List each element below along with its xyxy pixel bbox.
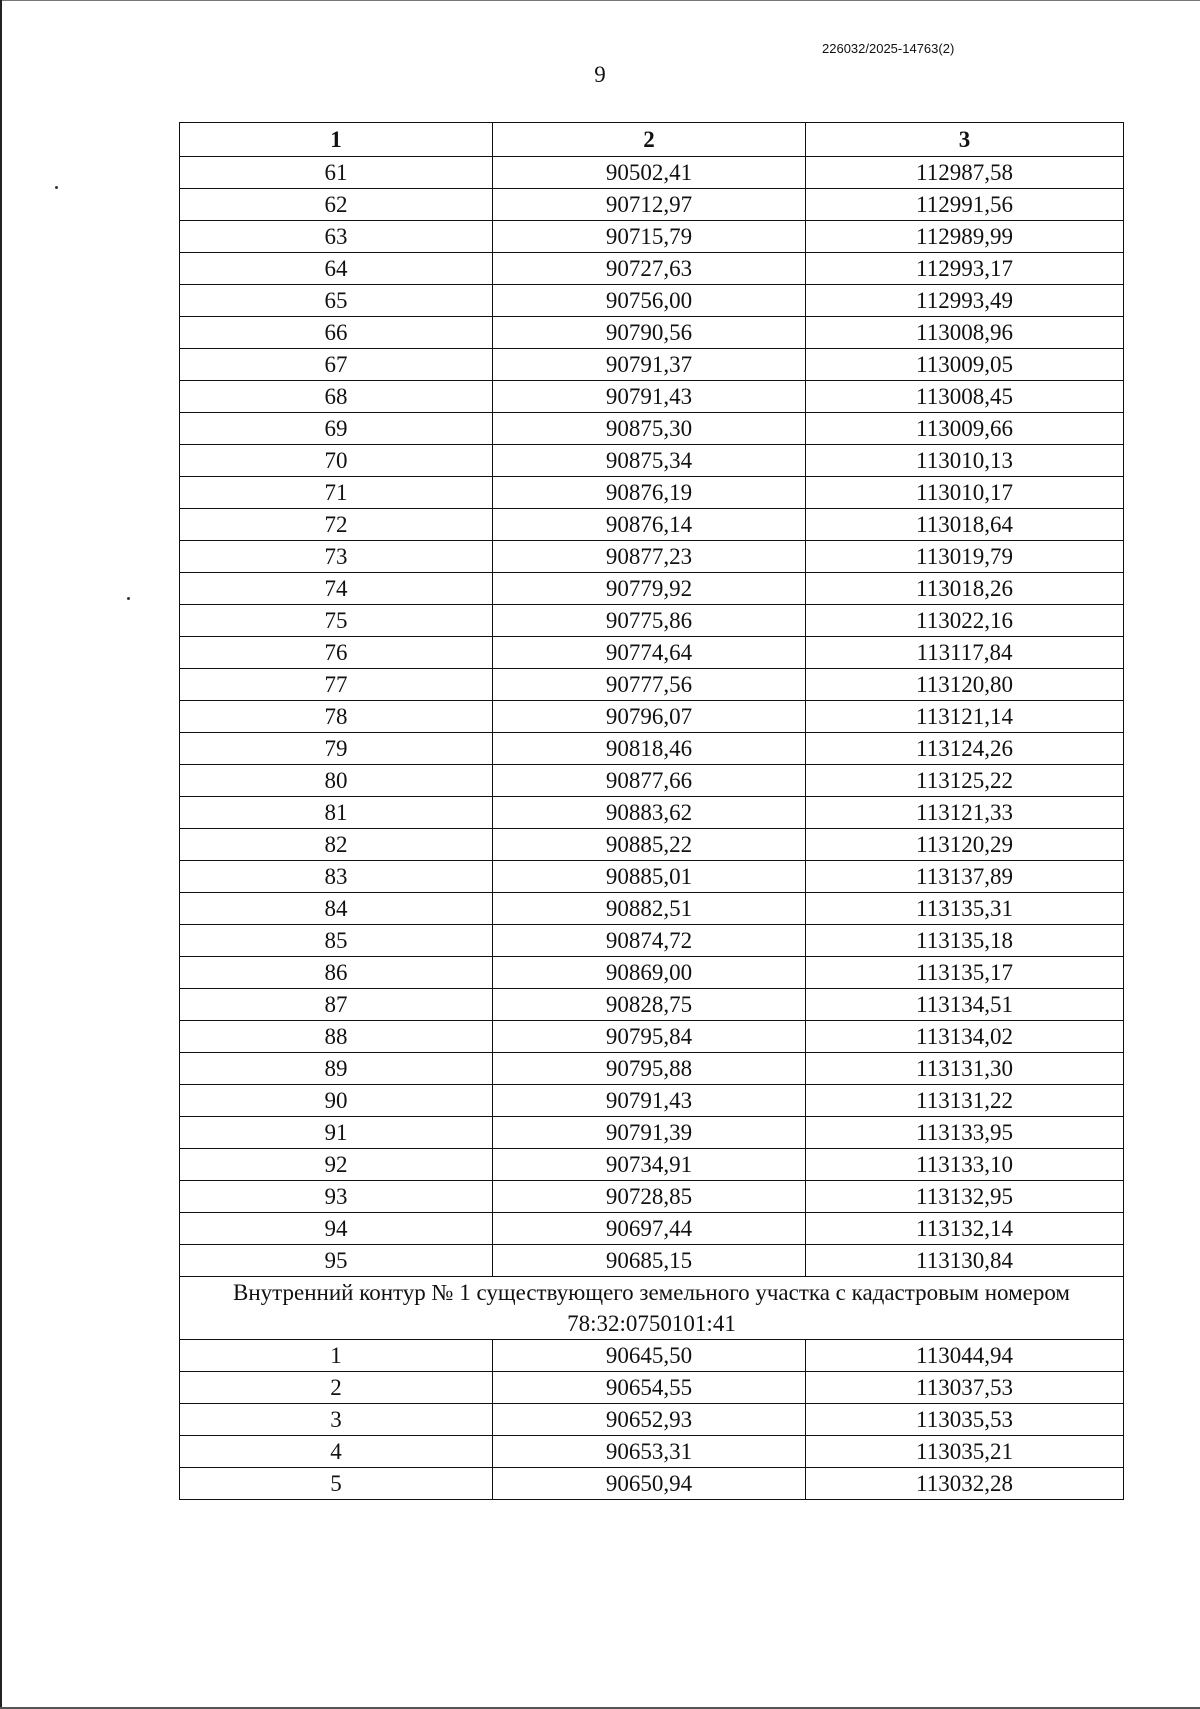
y-coordinate-cell: 113133,10 — [806, 1149, 1124, 1181]
point-number-cell: 91 — [180, 1117, 493, 1149]
point-number-cell: 84 — [180, 893, 493, 925]
table-row — [180, 413, 1124, 445]
x-coordinate-cell: 90756,00 — [493, 285, 806, 317]
x-coordinate-cell: 90795,84 — [493, 1021, 806, 1053]
x-coordinate-cell: 90697,44 — [493, 1213, 806, 1245]
table-row — [180, 637, 1124, 669]
table-row — [180, 861, 1124, 893]
x-coordinate-cell: 90728,85 — [493, 1181, 806, 1213]
y-coordinate-cell: 113135,18 — [806, 925, 1124, 957]
point-number-cell: 70 — [180, 445, 493, 477]
section-title: Внутренний контур № 1 существующего земельного участка с кадастровым номером 78:32:0750101:41 — [180, 1277, 1124, 1340]
table-row — [180, 541, 1124, 573]
x-coordinate-cell: 90777,56 — [493, 669, 806, 701]
header-cell: 3 — [806, 123, 1124, 157]
y-coordinate-cell: 113018,64 — [806, 509, 1124, 541]
point-number-cell: 82 — [180, 829, 493, 861]
x-coordinate-cell: 90652,93 — [493, 1404, 806, 1436]
page-number: 9 — [594, 62, 606, 87]
table-row — [180, 285, 1124, 317]
x-coordinate-cell: 90885,01 — [493, 861, 806, 893]
table-row — [180, 893, 1124, 925]
table-row — [180, 189, 1124, 221]
y-coordinate-cell: 113009,05 — [806, 349, 1124, 381]
point-number-cell: 61 — [180, 157, 493, 189]
point-number-cell: 77 — [180, 669, 493, 701]
point-number-cell: 3 — [180, 1404, 493, 1436]
table-row — [180, 445, 1124, 477]
x-coordinate-cell: 90502,41 — [493, 157, 806, 189]
point-number-cell: 90 — [180, 1085, 493, 1117]
x-coordinate-cell: 90727,63 — [493, 253, 806, 285]
y-coordinate-cell: 113035,53 — [806, 1404, 1124, 1436]
y-coordinate-cell: 113132,14 — [806, 1213, 1124, 1245]
x-coordinate-cell: 90715,79 — [493, 221, 806, 253]
x-coordinate-cell: 90875,30 — [493, 413, 806, 445]
table-row — [180, 669, 1124, 701]
table-row — [180, 957, 1124, 989]
table-row — [180, 765, 1124, 797]
table-row — [180, 1213, 1124, 1245]
point-number-cell: 72 — [180, 509, 493, 541]
table-row — [180, 381, 1124, 413]
point-number-cell: 92 — [180, 1149, 493, 1181]
x-coordinate-cell: 90818,46 — [493, 733, 806, 765]
x-coordinate-cell: 90796,07 — [493, 701, 806, 733]
point-number-cell: 65 — [180, 285, 493, 317]
scan-top-edge — [0, 0, 1200, 1]
point-number-cell: 86 — [180, 957, 493, 989]
point-number-cell: 1 — [180, 1340, 493, 1372]
point-number-cell: 78 — [180, 701, 493, 733]
point-number-cell: 71 — [180, 477, 493, 509]
table-row — [180, 477, 1124, 509]
x-coordinate-cell: 90874,72 — [493, 925, 806, 957]
y-coordinate-cell: 113135,31 — [806, 893, 1124, 925]
x-coordinate-cell: 90775,86 — [493, 605, 806, 637]
y-coordinate-cell: 113019,79 — [806, 541, 1124, 573]
table-header-row — [180, 123, 1124, 157]
x-coordinate-cell: 90869,00 — [493, 957, 806, 989]
table-row — [180, 1053, 1124, 1085]
x-coordinate-cell: 90876,19 — [493, 477, 806, 509]
y-coordinate-cell: 113032,28 — [806, 1468, 1124, 1500]
x-coordinate-cell: 90828,75 — [493, 989, 806, 1021]
x-coordinate-cell: 90795,88 — [493, 1053, 806, 1085]
x-coordinate-cell: 90779,92 — [493, 573, 806, 605]
point-number-cell: 67 — [180, 349, 493, 381]
table-row — [180, 573, 1124, 605]
y-coordinate-cell: 113022,16 — [806, 605, 1124, 637]
table-row — [180, 349, 1124, 381]
point-number-cell: 81 — [180, 797, 493, 829]
x-coordinate-cell: 90883,62 — [493, 797, 806, 829]
table-row — [180, 1149, 1124, 1181]
point-number-cell: 89 — [180, 1053, 493, 1085]
point-number-cell: 4 — [180, 1436, 493, 1468]
table-row — [180, 925, 1124, 957]
section-row — [180, 1277, 1124, 1340]
scan-speck — [127, 597, 130, 600]
table-row — [180, 733, 1124, 765]
x-coordinate-cell: 90877,23 — [493, 541, 806, 573]
y-coordinate-cell: 113120,80 — [806, 669, 1124, 701]
point-number-cell: 95 — [180, 1245, 493, 1277]
section-table-body — [180, 1340, 1124, 1500]
y-coordinate-cell: 112993,17 — [806, 253, 1124, 285]
y-coordinate-cell: 113135,17 — [806, 957, 1124, 989]
x-coordinate-cell: 90790,56 — [493, 317, 806, 349]
point-number-cell: 83 — [180, 861, 493, 893]
y-coordinate-cell: 113120,29 — [806, 829, 1124, 861]
scan-speck — [55, 186, 58, 189]
y-coordinate-cell: 113008,96 — [806, 317, 1124, 349]
point-number-cell: 66 — [180, 317, 493, 349]
x-coordinate-cell: 90712,97 — [493, 189, 806, 221]
table-row — [180, 829, 1124, 861]
y-coordinate-cell: 113010,13 — [806, 445, 1124, 477]
y-coordinate-cell: 113125,22 — [806, 765, 1124, 797]
header-cell: 1 — [180, 123, 493, 157]
point-number-cell: 75 — [180, 605, 493, 637]
x-coordinate-cell: 90734,91 — [493, 1149, 806, 1181]
x-coordinate-cell: 90650,94 — [493, 1468, 806, 1500]
point-number-cell: 69 — [180, 413, 493, 445]
x-coordinate-cell: 90653,31 — [493, 1436, 806, 1468]
x-coordinate-cell: 90876,14 — [493, 509, 806, 541]
point-number-cell: 62 — [180, 189, 493, 221]
table-row — [180, 1340, 1124, 1372]
y-coordinate-cell: 113008,45 — [806, 381, 1124, 413]
table-row — [180, 1181, 1124, 1213]
point-number-cell: 87 — [180, 989, 493, 1021]
y-coordinate-cell: 113124,26 — [806, 733, 1124, 765]
y-coordinate-cell: 113035,21 — [806, 1436, 1124, 1468]
x-coordinate-cell: 90882,51 — [493, 893, 806, 925]
x-coordinate-cell: 90791,43 — [493, 1085, 806, 1117]
x-coordinate-cell: 90791,37 — [493, 349, 806, 381]
coordinates-table — [179, 122, 1124, 1500]
x-coordinate-cell: 90774,64 — [493, 637, 806, 669]
table-row — [180, 157, 1124, 189]
table-row — [180, 317, 1124, 349]
table-row — [180, 1021, 1124, 1053]
y-coordinate-cell: 113121,14 — [806, 701, 1124, 733]
y-coordinate-cell: 113121,33 — [806, 797, 1124, 829]
table-row — [180, 221, 1124, 253]
y-coordinate-cell: 113131,22 — [806, 1085, 1124, 1117]
scan-left-edge — [0, 0, 2, 1709]
point-number-cell: 5 — [180, 1468, 493, 1500]
y-coordinate-cell: 112989,99 — [806, 221, 1124, 253]
y-coordinate-cell: 113131,30 — [806, 1053, 1124, 1085]
table-row — [180, 1245, 1124, 1277]
y-coordinate-cell: 113130,84 — [806, 1245, 1124, 1277]
table-row — [180, 509, 1124, 541]
y-coordinate-cell: 113134,02 — [806, 1021, 1124, 1053]
point-number-cell: 74 — [180, 573, 493, 605]
point-number-cell: 73 — [180, 541, 493, 573]
table-row — [180, 605, 1124, 637]
x-coordinate-cell: 90877,66 — [493, 765, 806, 797]
document-id: 226032/2025-14763(2) — [822, 41, 955, 56]
header-cell: 2 — [493, 123, 806, 157]
x-coordinate-cell: 90685,15 — [493, 1245, 806, 1277]
x-coordinate-cell: 90645,50 — [493, 1340, 806, 1372]
y-coordinate-cell: 113018,26 — [806, 573, 1124, 605]
table-row — [180, 1468, 1124, 1500]
table-row — [180, 1085, 1124, 1117]
y-coordinate-cell: 113010,17 — [806, 477, 1124, 509]
table-row — [180, 1436, 1124, 1468]
y-coordinate-cell: 113132,95 — [806, 1181, 1124, 1213]
point-number-cell: 2 — [180, 1372, 493, 1404]
y-coordinate-cell: 112991,56 — [806, 189, 1124, 221]
table-row — [180, 253, 1124, 285]
table-body — [180, 157, 1124, 1277]
point-number-cell: 93 — [180, 1181, 493, 1213]
y-coordinate-cell: 113009,66 — [806, 413, 1124, 445]
point-number-cell: 64 — [180, 253, 493, 285]
y-coordinate-cell: 113117,84 — [806, 637, 1124, 669]
x-coordinate-cell: 90791,43 — [493, 381, 806, 413]
x-coordinate-cell: 90885,22 — [493, 829, 806, 861]
table-row — [180, 1117, 1124, 1149]
point-number-cell: 88 — [180, 1021, 493, 1053]
table-row — [180, 989, 1124, 1021]
y-coordinate-cell: 113037,53 — [806, 1372, 1124, 1404]
y-coordinate-cell: 113133,95 — [806, 1117, 1124, 1149]
x-coordinate-cell: 90654,55 — [493, 1372, 806, 1404]
point-number-cell: 94 — [180, 1213, 493, 1245]
point-number-cell: 68 — [180, 381, 493, 413]
y-coordinate-cell: 113134,51 — [806, 989, 1124, 1021]
table-row — [180, 701, 1124, 733]
y-coordinate-cell: 112993,49 — [806, 285, 1124, 317]
table-row — [180, 1404, 1124, 1436]
x-coordinate-cell: 90875,34 — [493, 445, 806, 477]
y-coordinate-cell: 113044,94 — [806, 1340, 1124, 1372]
table-row — [180, 1372, 1124, 1404]
point-number-cell: 80 — [180, 765, 493, 797]
point-number-cell: 79 — [180, 733, 493, 765]
table-row — [180, 797, 1124, 829]
y-coordinate-cell: 112987,58 — [806, 157, 1124, 189]
point-number-cell: 76 — [180, 637, 493, 669]
y-coordinate-cell: 113137,89 — [806, 861, 1124, 893]
point-number-cell: 63 — [180, 221, 493, 253]
x-coordinate-cell: 90791,39 — [493, 1117, 806, 1149]
point-number-cell: 85 — [180, 925, 493, 957]
